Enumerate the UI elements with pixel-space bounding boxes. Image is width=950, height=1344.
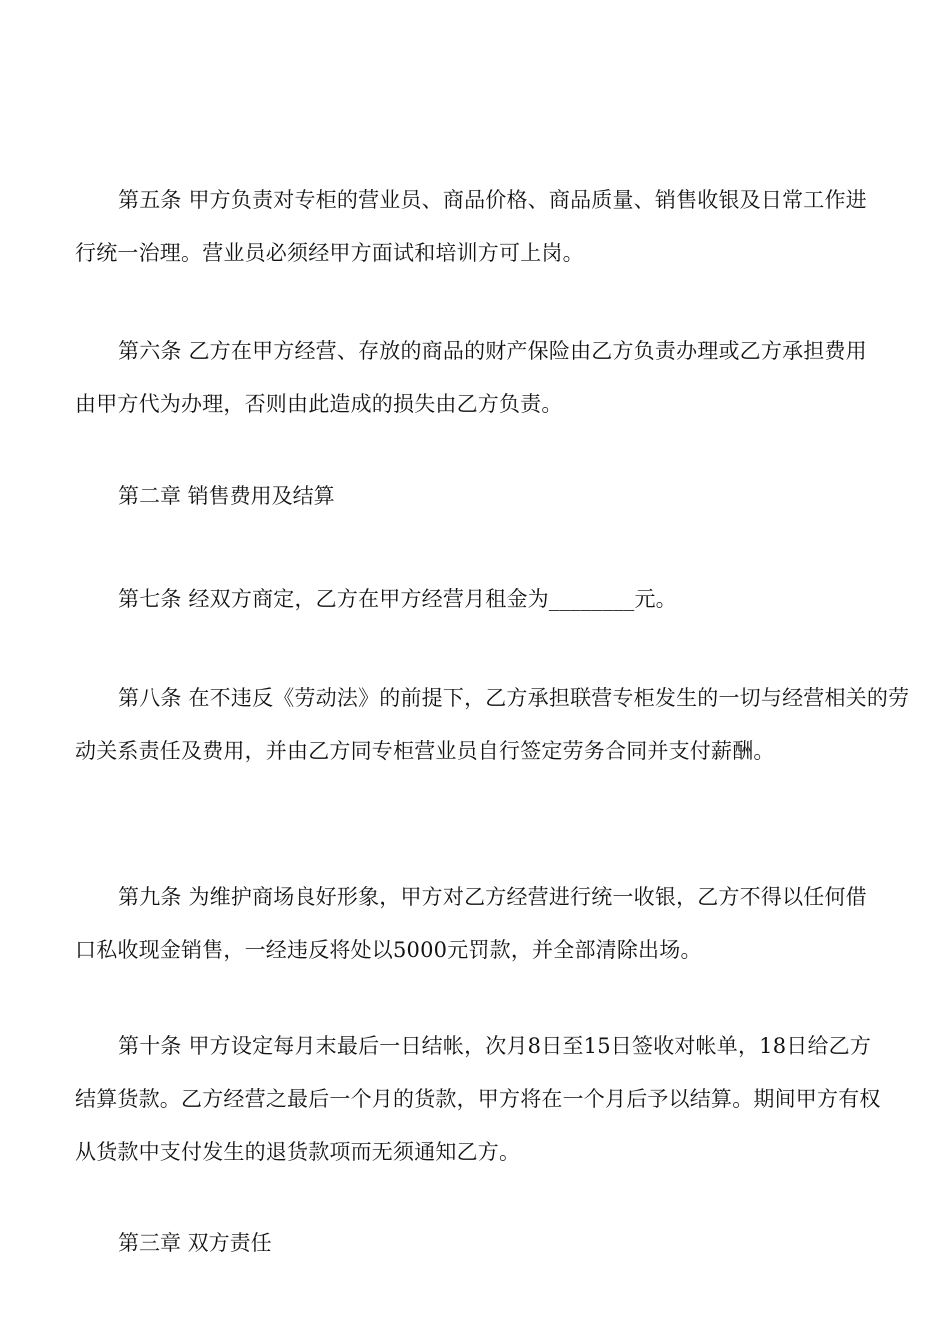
article-8-paragraph: 第八条 在不违反《劳动法》的前提下，乙方承担联营专柜发生的一切与经营相关的劳动关系责任及费用，并由乙方同专柜营业员自行签定劳务合同并支付薪酬。	[75, 686, 910, 763]
article-6-paragraph: 第六条 乙方在甲方经营、存放的商品的财产保险由乙方负责办理或乙方承担费用由甲方代为办理，否则由此造成的损失由乙方负责。	[75, 339, 867, 416]
chapter-3-heading: 第三章 双方责任	[118, 1231, 272, 1255]
article-7-paragraph: 第七条 经双方商定，乙方在甲方经营月租金为________元。	[118, 587, 677, 611]
chapter-2-heading: 第二章 销售费用及结算	[118, 484, 335, 508]
article-10-paragraph: 第十条 甲方设定每月末最后一日结帐，次月8日至15日签收对帐单，18日给乙方结算货款。乙方经营之最后一个月的货款，甲方将在一个月后予以结算。期间甲方有权从货款中支付发生的退货款项而无须通知乙方。	[75, 1034, 881, 1164]
article-9-paragraph: 第九条 为维护商场良好形象，甲方对乙方经营进行统一收银，乙方不得以任何借口私收现金销售，一经违反将处以5000元罚款，并全部清除出场。	[75, 885, 867, 962]
article-5-paragraph: 第五条 甲方负责对专柜的营业员、商品价格、商品质量、销售收银及日常工作进行统一治理。营业员必须经甲方面试和培训方可上岗。	[75, 188, 867, 265]
